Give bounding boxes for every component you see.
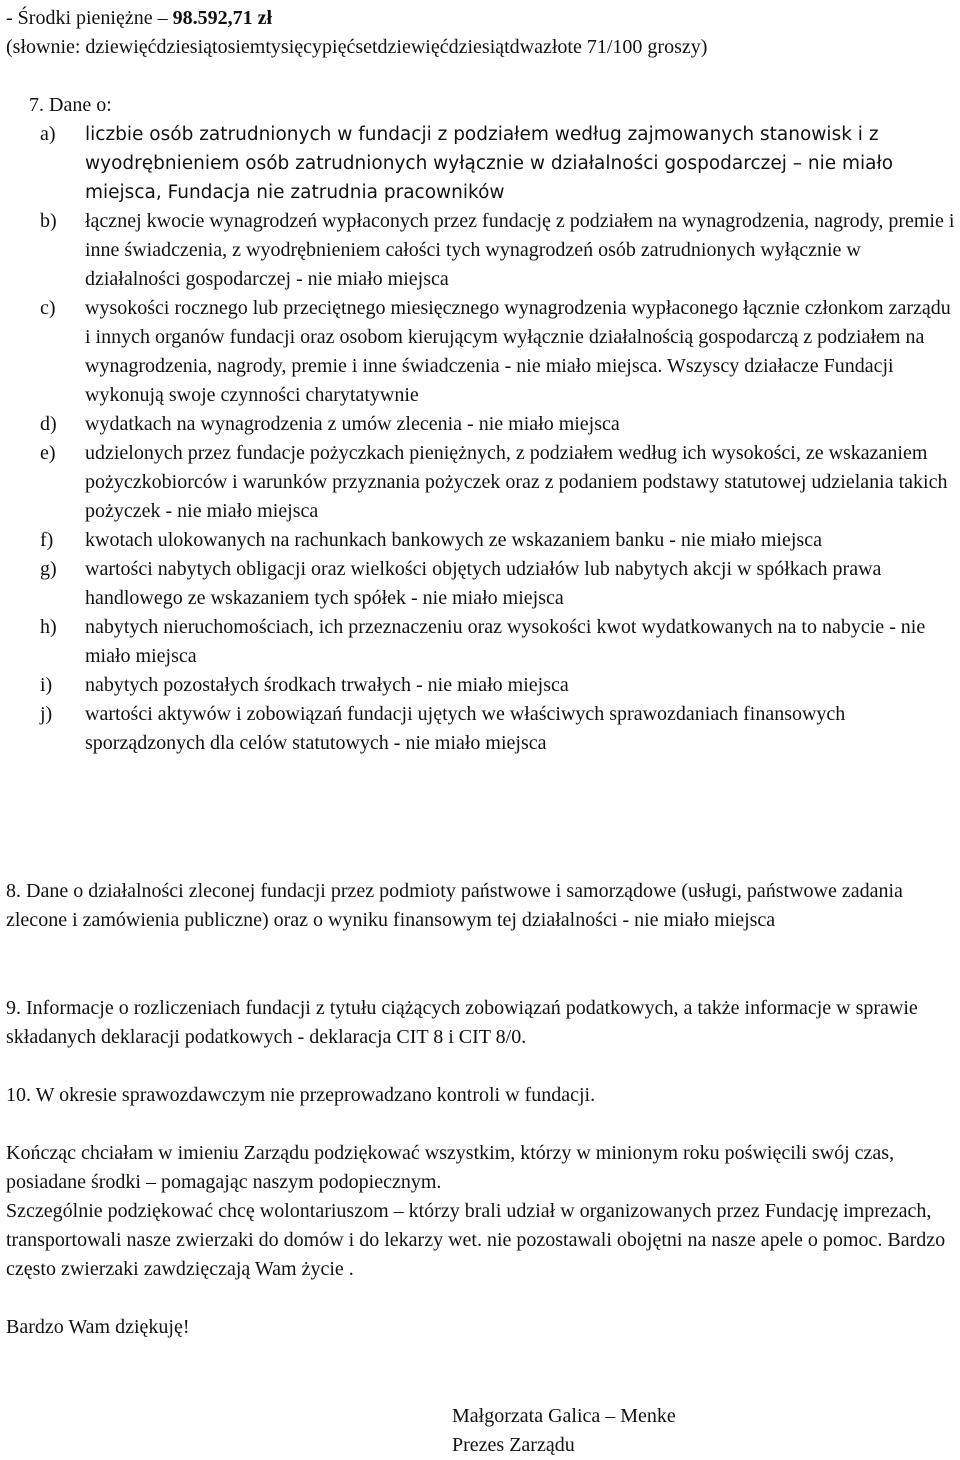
cash-amount: 98.592,71 zł bbox=[172, 7, 273, 29]
list-item bbox=[40, 439, 958, 526]
item-label: f) bbox=[40, 529, 54, 551]
section-7-heading: 7. Dane o: bbox=[29, 94, 112, 116]
section-8: 8. Dane o działalności zleconej fundacji przez podmioty państwowe i samorządowe (usługi, państwowe zadania zlecone i zamówienia publiczne) oraz o wyniku finansowym tej działalności - nie miało miejsca bbox=[6, 880, 903, 931]
item-text: łącznej kwocie wynagrodzeń wypłaconych przez fundację z podziałem na wynagrodzenia, nagrody, premie i inne świadczenia, z wyodrębnieniem całości tych wynagrodzeń osób zatrudnionych wyłącznie w działalności gospodarczej - nie miało miejsca bbox=[85, 210, 955, 290]
item-label: c) bbox=[40, 297, 56, 319]
item-label: g) bbox=[40, 558, 57, 580]
signer-title: Prezes Zarządu bbox=[452, 1434, 575, 1456]
item-text: wartości nabytych obligacji oraz wielkości objętych udziałów lub nabytych akcji w spółkach prawa handlowego ze wskazaniem tych spółek - nie miało miejsca bbox=[85, 558, 882, 609]
signer-name: Małgorzata Galica – Menke bbox=[452, 1405, 676, 1427]
list-item bbox=[40, 526, 958, 555]
item-label: j) bbox=[40, 703, 53, 725]
cash-line bbox=[6, 4, 272, 33]
item-text: liczbie osób zatrudnionych w fundacji z podziałem według zajmowanych stanowisk i z wyodrębnieniem osób zatrudnionych wyłącznie w działalności gospodarczej – nie miało miejsca, Fundacja nie zatrudnia pracowników bbox=[85, 124, 894, 203]
item-label: b) bbox=[40, 210, 57, 232]
list-item bbox=[40, 120, 958, 207]
signature-block bbox=[452, 1402, 676, 1460]
item-label: a) bbox=[40, 123, 56, 145]
closing-paragraph-2: Szczególnie podziękować chcę wolontariuszom – którzy brali udział w organizowanych przez Fundację imprezach, transportowali nasze zwierzaki do domów i do lekarzy wet. nie pozostawali obojętni na nasze apele o pomoc. Bardzo często zwierzaki zawdzięczają Wam życie . bbox=[6, 1200, 946, 1280]
item-label: d) bbox=[40, 413, 57, 435]
item-text: wysokości rocznego lub przeciętnego miesięcznego wynagrodzenia wypłaconego łącznie członkom zarządu i innych organów fundacji oraz osobom kierującym wyłącznie działalnością gospodarczą z podziałem na wynagrodzenia, nagrody, premie i inne świadczenia - nie miało miejsca. Wszyscy działacze Fundacji wykonują swoje czynności charytatywnie bbox=[85, 297, 951, 406]
section-9: 9. Informacje o rozliczeniach fundacji z tytułu ciążących zobowiązań podatkowych, a także informacje w sprawie składanych deklaracji podatkowych - deklaracja CIT 8 i CIT 8/0. bbox=[6, 997, 918, 1048]
section-10: 10. W okresie sprawozdawczym nie przeprowadzano kontroli w fundacji. bbox=[6, 1084, 596, 1106]
item-text: nabytych pozostałych środkach trwałych - nie miało miejsca bbox=[85, 674, 569, 696]
list-item bbox=[40, 294, 958, 410]
list-item bbox=[40, 410, 958, 439]
closing-thanks: Bardzo Wam dziękuję! bbox=[6, 1316, 190, 1338]
list-item bbox=[40, 700, 958, 758]
list-item bbox=[40, 613, 958, 671]
closing-paragraph-1: Kończąc chciałam w imieniu Zarządu podziękować wszystkim, którzy w minionym roku poświęcili swój czas, posiadane środki – pomagając naszym podopiecznym. bbox=[6, 1142, 895, 1193]
cash-prefix: - Środki pieniężne – bbox=[6, 7, 173, 29]
list-item bbox=[40, 555, 958, 613]
list-item bbox=[40, 207, 958, 294]
section-7-list bbox=[40, 120, 958, 758]
cash-in-words: (słownie: dziewięćdziesiątosiemtysięcypięćsetdziewięćdziesiątdwazłote 71/100 groszy) bbox=[6, 36, 708, 58]
item-text: wartości aktywów i zobowiązań fundacji ujętych we właściwych sprawozdaniach finansowych sporządzonych dla celów statutowych - nie miało miejsca bbox=[85, 703, 846, 754]
item-text: udzielonych przez fundacje pożyczkach pieniężnych, z podziałem według ich wysokości, ze wskazaniem pożyczkobiorców i warunków przyznania pożyczek oraz z podaniem podstawy statutowej udzielania takich pożyczek - nie miało miejsca bbox=[85, 442, 948, 522]
item-label: i) bbox=[40, 674, 53, 696]
item-label: e) bbox=[40, 442, 56, 464]
item-text: nabytych nieruchomościach, ich przeznaczeniu oraz wysokości kwot wydatkowanych na to nabycie - nie miało miejsca bbox=[85, 616, 926, 667]
list-item bbox=[40, 671, 958, 700]
item-label: h) bbox=[40, 616, 57, 638]
item-text: wydatkach na wynagrodzenia z umów zlecenia - nie miało miejsca bbox=[85, 413, 620, 435]
item-text: kwotach ulokowanych na rachunkach bankowych ze wskazaniem banku - nie miało miejsca bbox=[85, 529, 822, 551]
